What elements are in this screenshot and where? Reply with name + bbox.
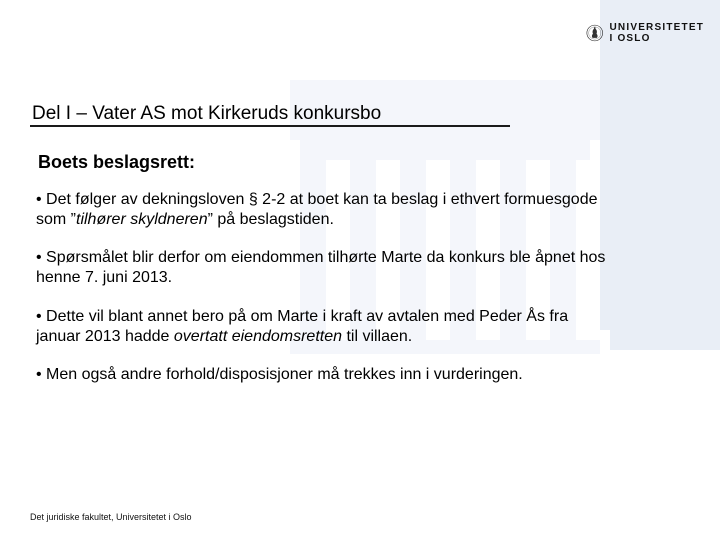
footer-text: Det juridiske fakultet, Universitetet i Oslo (30, 512, 192, 522)
bullet-paragraph-1 (36, 190, 616, 230)
bullet-paragraph-4 (36, 365, 616, 385)
university-seal-icon (586, 13, 604, 53)
bullet-paragraph-2 (36, 248, 616, 288)
section-heading: Boets beslagsrett: (38, 152, 196, 172)
university-logo (586, 12, 704, 54)
bullet-3-emphasis: overtatt eiendomsretten (173, 328, 342, 345)
bullet-1-emphasis: tilhører skyldneren (76, 211, 208, 228)
bullet-4-text: • Men også andre forhold/disposisjoner må trekkes inn i vurderingen. (36, 366, 523, 383)
brand-line-2: I OSLO (609, 33, 651, 44)
bullet-paragraph-3 (36, 307, 616, 347)
bullet-3-text-end: til villaen. (342, 328, 413, 345)
brand-line-1: UNIVERSITETET (609, 22, 704, 33)
bullet-1-text: • Det følger av dekningsloven § 2-2 at boet kan ta beslag i ethvert formuesgode som ” (36, 191, 598, 228)
bullet-3-text: • Dette vil blant annet bero på om Marte i kraft av avtalen med Peder Ås fra januar 2013 hadde (36, 308, 569, 345)
bullet-2-text: • Spørsmålet blir derfor om eiendommen tilhørte Marte da konkurs ble åpnet hos henne 7. juni 2013. (36, 249, 606, 286)
title-rule (30, 89, 510, 127)
page-title: Del I – Vater AS mot Kirkeruds konkursbo (32, 103, 382, 124)
bullet-1-text-end: ” på beslagstiden. (207, 211, 334, 228)
